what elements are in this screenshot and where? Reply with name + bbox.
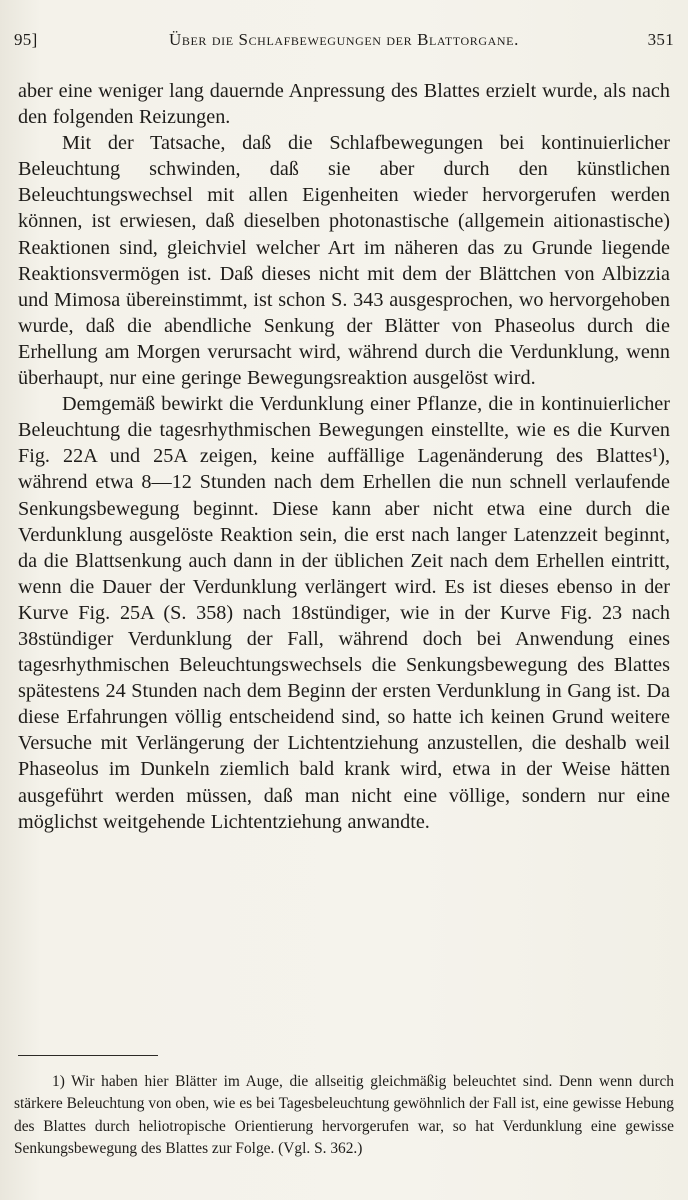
paragraph-photonastic: Mit der Tatsache, daß die Schlafbewegungen bei kontinuierlicher Beleuchtung schwinden, daß sie aber durch den künstlichen Beleuchtungswechsel mit allen Eigenheiten wieder hervorgerufen werden können, ist erwiesen, daß dieselben photonastische (allgemein aitionastische) Reaktionen sind, gleichviel welcher Art im näheren das zu Grunde liegende Reaktionsvermögen ist. Daß dieses nicht mit dem der Blättchen von Albizzia und Mimosa übereinstimmt, ist schon S. 343 ausgesprochen, wo hervorgehoben wurde, daß die abendliche Senkung der Blätter von Phaseolus durch die Erhellung am Morgen verursacht wird, während durch die Verdunklung, wenn überhaupt, nur eine geringe Bewegungsreaktion ausgelöst wird. xyxy=(18,132,670,390)
running-title: Über die Schlafbewegungen der Blattorgane. xyxy=(169,30,519,49)
paragraph-continued: aber eine weniger lang dauernde Anpressung des Blattes erzielt wurde, als nach den folgenden Reizungen. xyxy=(18,80,670,129)
page-number: 351 xyxy=(647,30,674,49)
paragraph-darkening: Demgemäß bewirkt die Verdunklung einer Pflanze, die in kontinuierlicher Beleuchtung die tagesrhythmischen Bewegungen einstellte, wie es die Kurven Fig. 22A und 25A zeigen, keine auffällige Lagenänderung des Blattes¹), während etwa 8—12 Stunden nach dem Erhellen die nun schnell verlaufende Senkungsbewegung beginnt. Diese kann aber nicht etwa eine durch die Verdunklung ausgelöste Reaktion sein, die erst nach langer Latenzzeit beginnt, da die Blattsenkung auch dann in der üblichen Zeit nach dem Erhellen eintritt, wenn die Dauer der Verdunklung verlängert wird. Es ist dieses ebenso in der Kurve Fig. 25A (S. 358) nach 18stündiger, wie in der Kurve Fig. 23 nach 38stündiger Verdunklung der Fall, während doch bei Anwendung eines tagesrhythmischen Beleuchtungswechsels die Senkungsbewegung des Blattes spätestens 24 Stunden nach dem Beginn der ersten Verdunklung in Gang ist. Da diese Erfahrungen völlig entscheidend sind, so hatte ich keinen Grund weitere Versuche mit Verlängerung der Lichtentziehung anzustellen, die deshalb weil Phaseolus im Dunkeln ziemlich bald krank wird, etwa in der Weise hätten ausgeführt werden müssen, daß man nicht eine völlige, sondern nur eine möglichst weitgehende Lichtentziehung anwandte. xyxy=(18,393,670,833)
running-head xyxy=(14,30,674,56)
footnote-divider xyxy=(18,1055,158,1056)
section-marker: 95] xyxy=(14,30,38,49)
footnote: 1) Wir haben hier Blätter im Auge, die allseitig gleichmäßig beleuchtet sind. Denn wenn durch stärkere Beleuchtung von oben, wie es bei Tagesbeleuchtung gewöhnlich der Fall ist, eine gewisse Hebung des Blattes durch heliotropische Orientierung hervorgerufen war, so hat Verdunklung eine gewisse Senkungsbewegung des Blattes zur Folge. (Vgl. S. 362.) xyxy=(14,1073,674,1158)
body-text xyxy=(18,78,670,835)
